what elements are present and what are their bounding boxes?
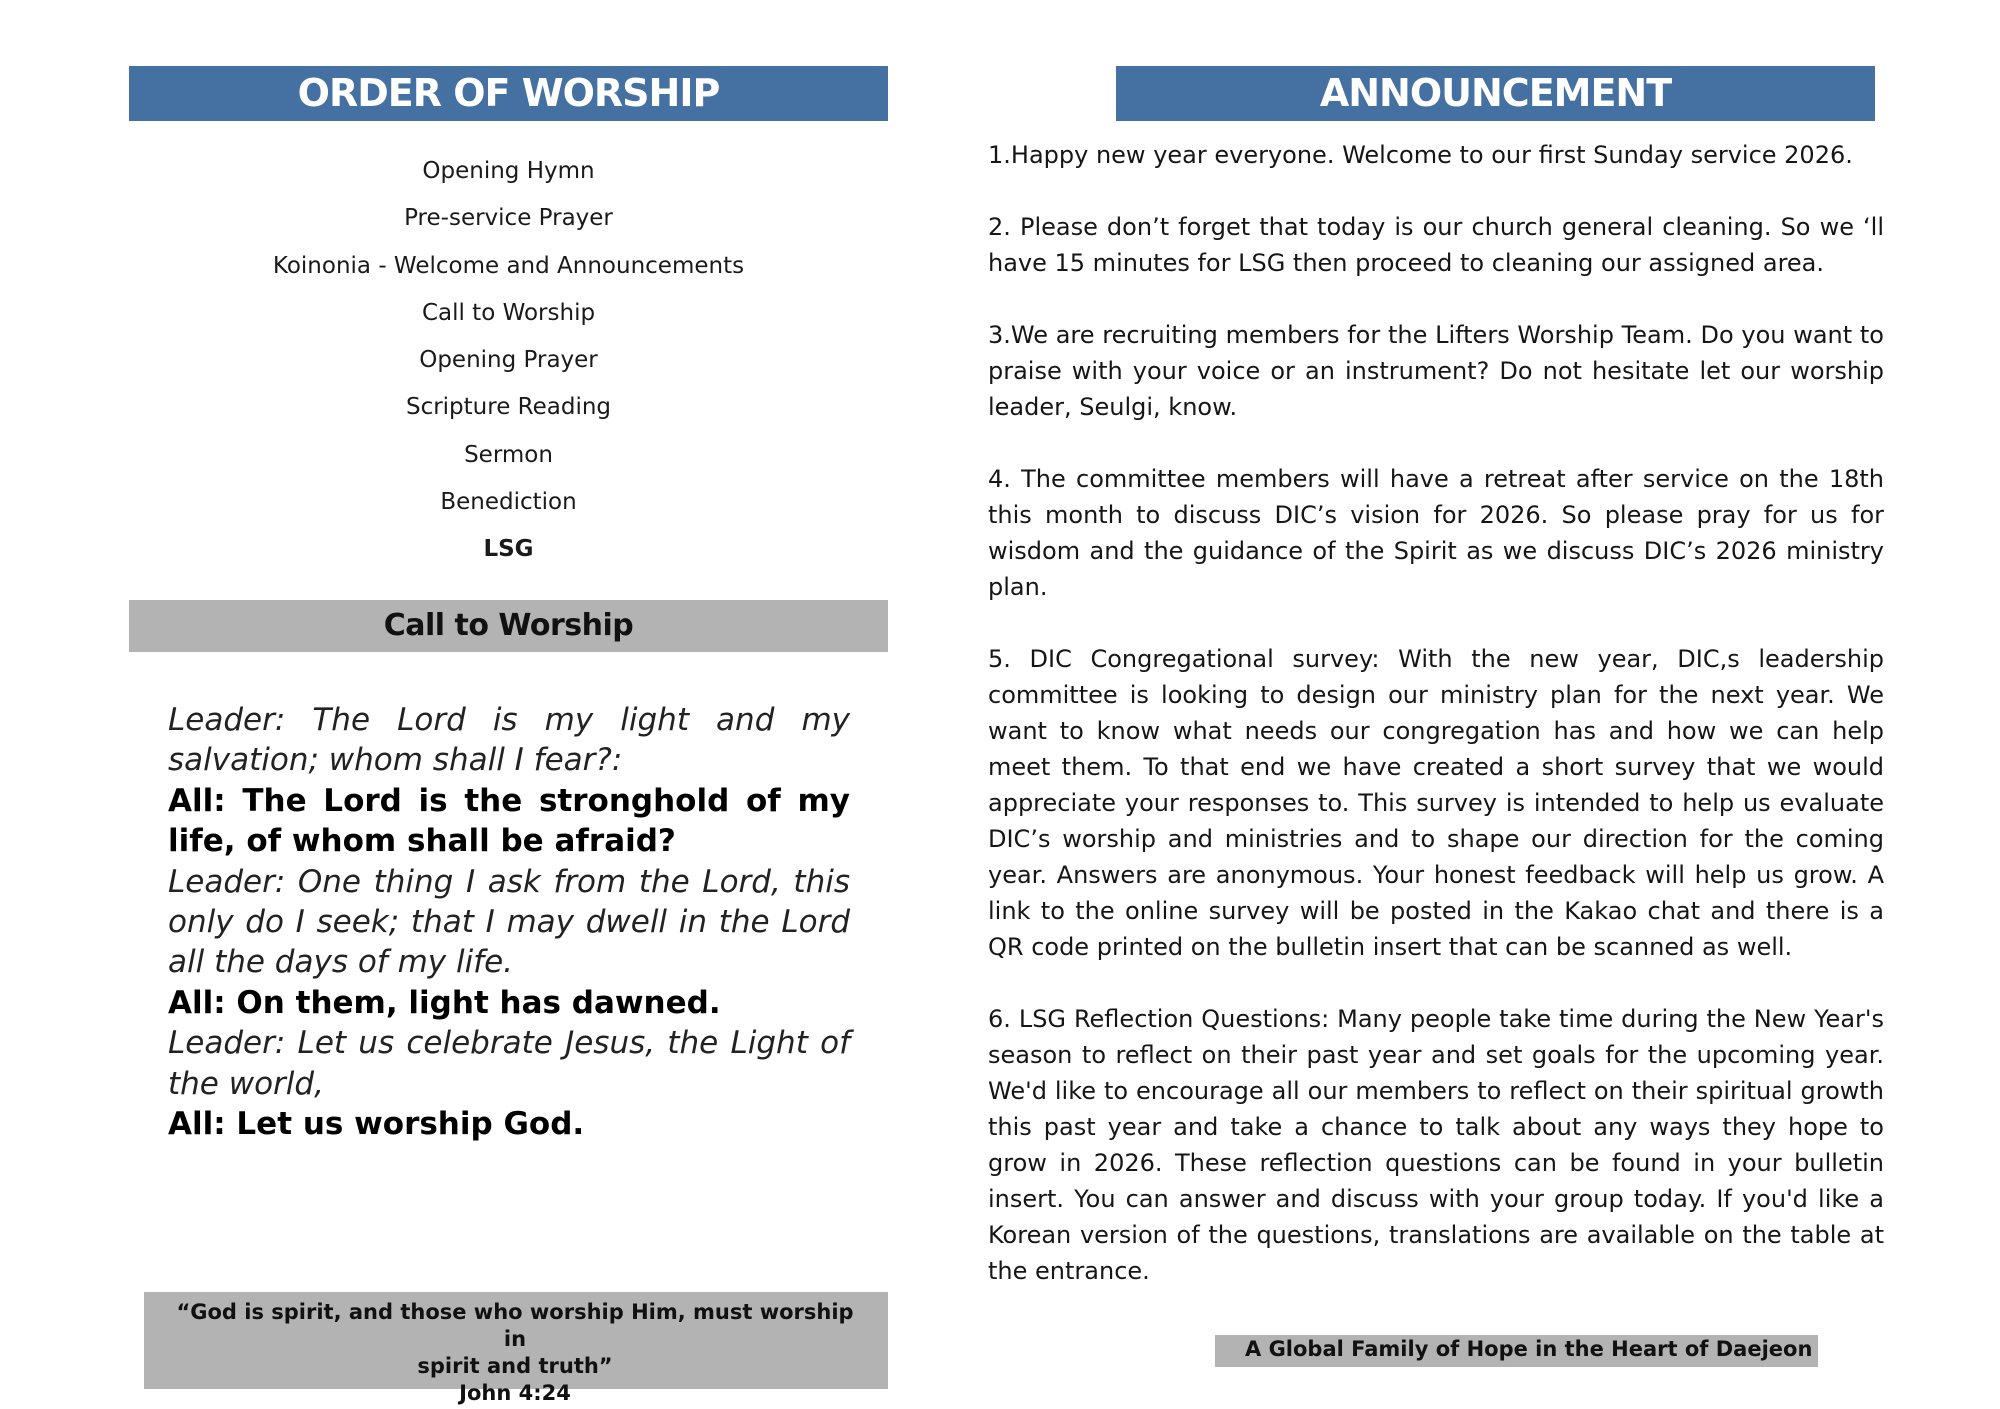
- order-item: Koinonia - Welcome and Announcements: [272, 252, 745, 279]
- announcement-list: [988, 137, 1884, 1325]
- order-item: Benediction: [440, 489, 577, 516]
- call-to-worship-liturgy: [168, 700, 850, 1144]
- order-item: Scripture Reading: [405, 394, 612, 421]
- announcement-item: 4. The committee members will have a retreat after service on the 18th this month to discuss DIC’s vision for 2026. So please pray for us for wisdom and the guidance of the Spirit as we discuss DIC’s 2026 ministry plan.: [988, 465, 1884, 601]
- announcement-item: 1.Happy new year everyone. Welcome to our first Sunday service 2026.: [988, 141, 1853, 169]
- announcement-item: 6. LSG Reflection Questions: Many people take time during the New Year's season to reflect on their past year and set goals for the upcoming year. We'd like to encourage all our members to reflect on their spiritual growth this past year and take a chance to talk about any ways they hope to grow in 2026. These reflection questions can be found in your bulletin insert. You can answer and discuss with your group today. If you'd like a Korean version of the questions, translations are available on the table at the entrance.: [988, 1005, 1884, 1285]
- quote-text-line1: “God is spirit, and those who worship Him, must worship in: [176, 1300, 854, 1351]
- announcement-item: 2. Please don’t forget that today is our church general cleaning. So we ‘ll have 15 minutes for LSG then proceed to cleaning our assigned area.: [988, 213, 1884, 277]
- congregation-line: All: The Lord is the stronghold of my life, of whom shall be afraid?: [168, 782, 850, 860]
- leader-line: Leader: One thing I ask from the Lord, this only do I seek; that I may dwell in the Lord all the days of my life.: [168, 863, 850, 981]
- order-item-lsg: LSG: [483, 536, 534, 563]
- church-tagline: A Global Family of Hope in the Heart of Daejeon: [1215, 1335, 1818, 1367]
- announcement-item: 3.We are recruiting members for the Lifters Worship Team. Do you want to praise with your voice or an instrument? Do not hesitate let our worship leader, Seulgi, know.: [988, 321, 1884, 421]
- announcement-title: ANNOUNCEMENT: [1116, 66, 1875, 121]
- order-item: Opening Hymn: [422, 158, 595, 184]
- quote-reference: John 4:24: [459, 1381, 571, 1405]
- scripture-quote-box: [144, 1292, 888, 1405]
- order-item: Pre-service Prayer: [404, 205, 613, 232]
- order-of-worship-title: ORDER OF WORSHIP: [129, 66, 888, 121]
- congregation-line: All: On them, light has dawned.: [168, 984, 721, 1021]
- congregation-line: All: Let us worship God.: [168, 1106, 585, 1143]
- order-of-worship-list: [129, 148, 888, 574]
- order-item: Opening Prayer: [419, 347, 598, 374]
- order-item: Call to Worship: [421, 299, 596, 326]
- announcement-item: 5. DIC Congregational survey: With the new year, DIC,s leadership committee is looking to design our ministry plan for the next year. We want to know what needs our congregation has and how we can help meet them. To that end we have created a short survey that we would appreciate your responses to. This survey is intended to help us evaluate DIC’s worship and ministries and to shape our direction for the coming year. Answers are anonymous. Your honest feedback will help us grow. A link to the online survey will be posted in the Kakao chat and there is a QR code printed on the bulletin insert that can be scanned as well.: [988, 645, 1884, 961]
- leader-line: Leader: The Lord is my light and my salvation; whom shall I fear?:: [168, 702, 850, 779]
- order-item: Sermon: [464, 441, 553, 468]
- leader-line: Leader: Let us celebrate Jesus, the Light of the world,: [168, 1025, 850, 1102]
- call-to-worship-heading: Call to Worship: [129, 600, 888, 652]
- quote-text-line2: spirit and truth”: [417, 1354, 613, 1378]
